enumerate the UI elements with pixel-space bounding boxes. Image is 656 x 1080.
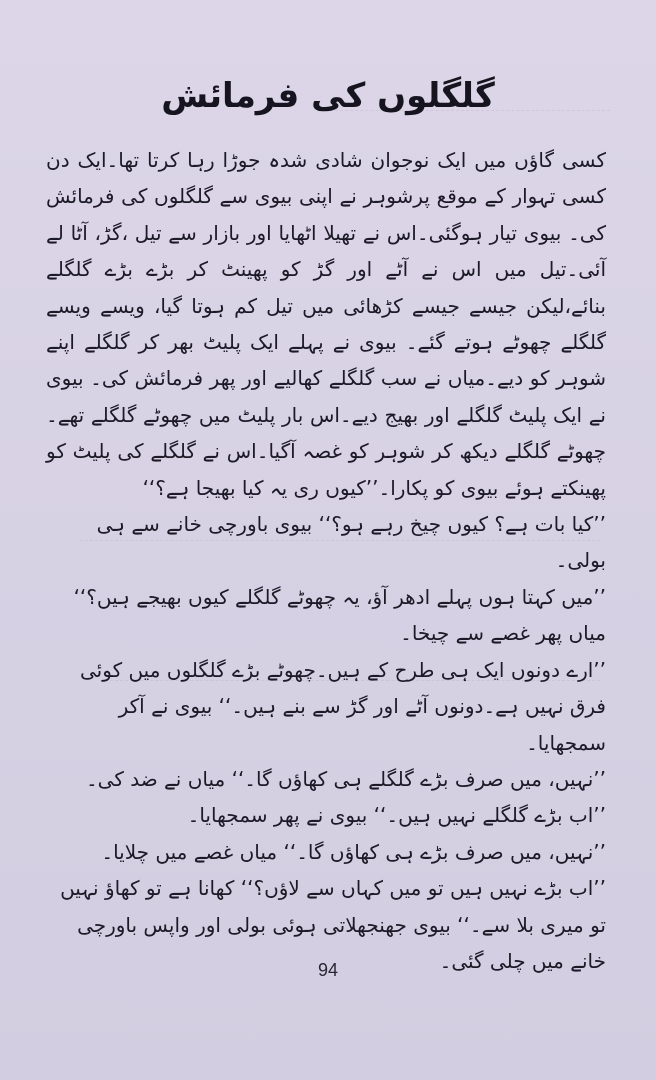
paragraph-7: ’’نہیں، میں صرف بڑے ہی کھاؤں گا۔‘‘ میاں غصے میں چلایا۔	[101, 839, 606, 864]
paragraph-4: ’’ارے دونوں ایک ہی طرح کے ہیں۔چھوٹے بڑے گلگلوں میں کوئی فرق نہیں ہے۔دونوں آٹے اور گڑ سے بنے ہیں۔‘‘ بیوی نے آکر سمجھایا۔	[80, 657, 606, 755]
page-number: 94	[317, 960, 339, 980]
paragraph-1: کسی گاؤں میں ایک نوجوان شادی شدہ جوڑا رہا کرتا تھا۔ایک دن کسی تہوار کے موقع پرشوہر نے اپنی بیوی سے گلگلوں کی فرمائش کی۔ بیوی تیار ہوگئی۔اس نے تھیلا اٹھایا اور بازار سے تیل ،گڑ، آٹا لے آئی۔تیل میں اس نے آٹے اور گڑ کو پھینٹ کر بڑے بڑے گلگلے بنائے،لیکن جیسے جیسے کڑھائی میں تیل کم ہوتا گیا، ویسے ویسے گلگلے چھوٹے ہوتے گئے۔ بیوی نے پہلے ایک پلیٹ بھر کر گلگلے اپنے شوہر کو دیے۔میاں نے سب گلگلے کھالیے اور پھر فرمائش کی۔ بیوی نے ایک پلیٹ گلگلے اور بھیج دیے۔اس بار پلیٹ میں چھوٹے گلگلے تھے۔چھوٹے گلگلے دیکھ کر شوہر کو غصہ آگیا۔اس نے گلگلے کی پلیٹ کو پھینکتے ہوئے بیوی کو پکارا۔’’کیوں ری یہ کیا بھیجا ہے؟‘‘	[46, 148, 606, 500]
paragraph-6: ’’اب بڑے گلگلے نہیں ہیں۔‘‘ بیوی نے پھر سمجھایا۔	[187, 803, 606, 828]
paragraph-8: ’’اب بڑے نہیں ہیں تو میں کہاں سے لاؤں؟‘‘ کھانا ہے تو کھاؤ نہیں تو میری بلا سے۔‘‘ بیوی جھنجھلاتی ہوئی بولی اور واپس باورچی خانے میں چلی گئی۔	[60, 876, 606, 973]
paragraph-5: ’’نہیں، میں صرف بڑے گلگلے ہی کھاؤں گا۔‘‘ میاں نے ضد کی۔	[85, 766, 606, 791]
story-body	[46, 142, 606, 979]
paragraph-3: ’’میں کہتا ہوں پہلے ادھر آؤ، یہ چھوٹے گلگلے کیوں بھیجے ہیں؟‘‘ میاں پھر غصے سے چیخا۔	[73, 584, 606, 646]
page-title: گلگلوں کی فرمائش	[161, 76, 495, 116]
paragraph-2: ’’کیا بات ہے؟ کیوں چیخ رہے ہو؟‘‘ بیوی باورچی خانے سے ہی بولی۔	[96, 512, 606, 573]
